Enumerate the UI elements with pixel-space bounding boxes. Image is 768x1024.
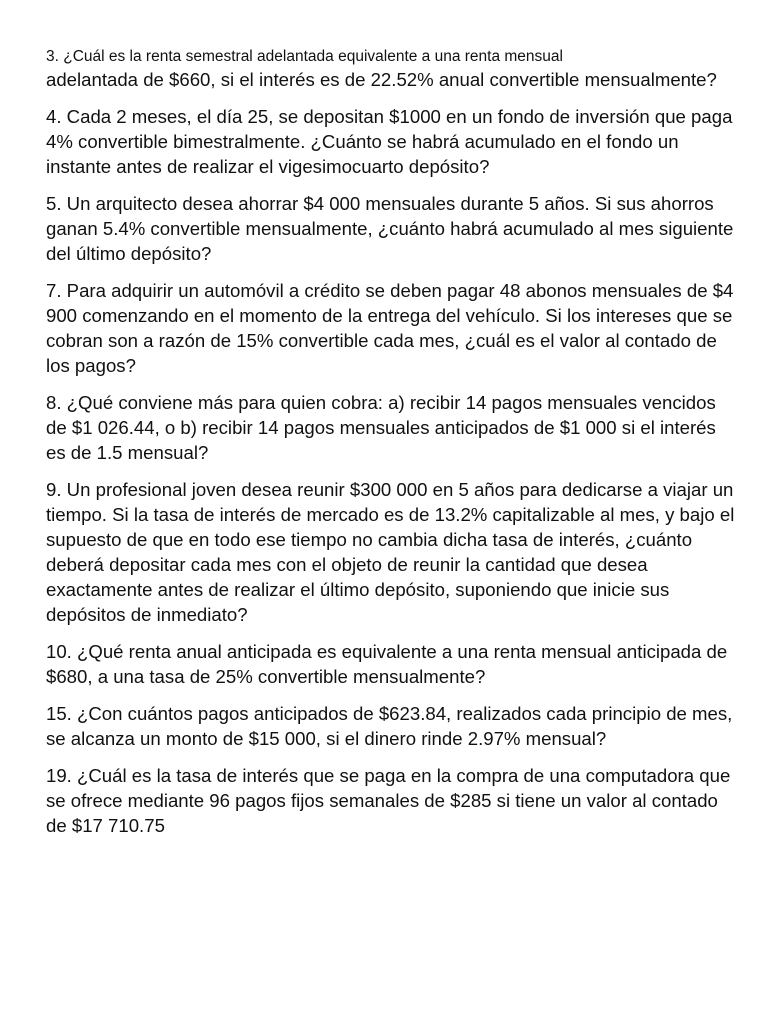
problem-7: 7. Para adquirir un automóvil a crédito se deben pagar 48 abonos mensuales de $4 900 comenzando en el momento de la entrega del vehículo. Si los intereses que se cobran son a razón de 15% convertible cada mes, ¿cuál es el valor al contado de los pagos? — [46, 280, 734, 376]
problem-3-first-line: 3. ¿Cuál es la renta semestral adelantada equivalente a una renta mensual — [46, 48, 563, 65]
problem-8: 8. ¿Qué conviene más para quien cobra: a) recibir 14 pagos mensuales vencidos de $1 026.44, o b) recibir 14 pagos mensuales anticipados de $1 000 si el interés es de 1.5 mensual? — [46, 392, 716, 463]
problem-4: 4. Cada 2 meses, el día 25, se depositan $1000 en un fondo de inversión que paga 4% convertible bimestralmente. ¿Cuánto se habrá acumulado en el fondo un instante antes de realizar el vigesimocuarto depósito? — [46, 106, 733, 177]
problem-5: 5. Un arquitecto desea ahorrar $4 000 mensuales durante 5 años. Si sus ahorros ganan 5.4% convertible mensualmente, ¿cuánto habrá acumulado al mes siguiente del último depósito? — [46, 193, 734, 264]
problem-9: 9. Un profesional joven desea reunir $300 000 en 5 años para dedicarse a viajar un tiempo. Si la tasa de interés de mercado es de 13.2% capitalizable al mes, y bajo el supuesto de que en todo ese tiempo no cambia dicha tasa de interés, ¿cuánto deberá depositar cada mes con el objeto de reunir la cantidad que desea exactamente antes de realizar el último depósito, suponiendo que inicie sus depósitos de inmediato? — [46, 479, 735, 625]
problem-19: 19. ¿Cuál es la tasa de interés que se paga en la compra de una computadora que se ofrece mediante 96 pagos fijos semanales de $285 si tiene un valor al contado de $17 710.75 — [46, 765, 731, 836]
problem-15: 15. ¿Con cuántos pagos anticipados de $623.84, realizados cada principio de mes, se alcanza un monto de $15 000, si el dinero rinde 2.97% mensual? — [46, 703, 733, 749]
document-page — [46, 46, 736, 850]
problem-3-rest: adelantada de $660, si el interés es de 22.52% anual convertible mensualmente? — [46, 69, 717, 90]
problem-3 — [46, 46, 736, 92]
problem-10: 10. ¿Qué renta anual anticipada es equivalente a una renta mensual anticipada de $680, a una tasa de 25% convertible mensualmente? — [46, 641, 728, 687]
